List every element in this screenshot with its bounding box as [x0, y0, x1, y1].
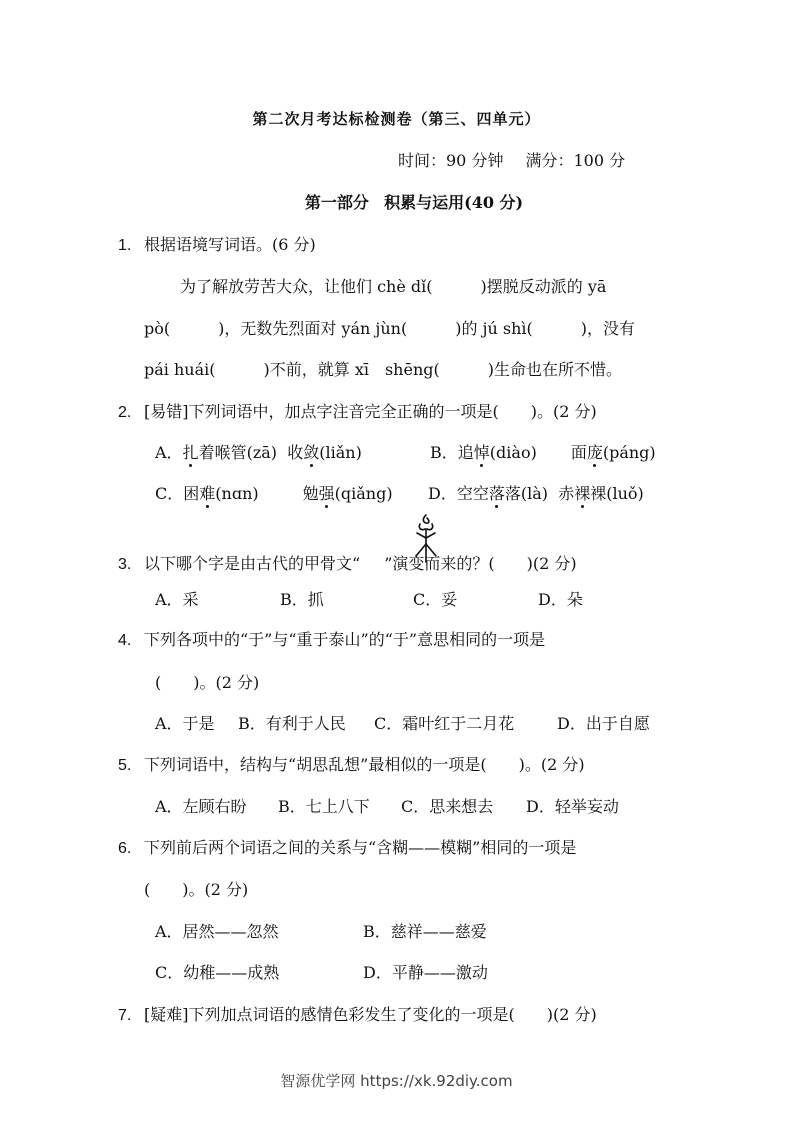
option-a: A．于是	[155, 714, 215, 733]
question-number: 3.	[118, 556, 132, 573]
q4-options	[155, 711, 650, 734]
question-number: 4.	[118, 632, 132, 649]
option-text: (qiǎng)	[334, 484, 393, 503]
option-text: 空空	[456, 484, 489, 503]
exam-score: 满分：100 分	[525, 151, 626, 170]
option-b: B．抓	[280, 590, 324, 609]
option-text: (nɑn)	[215, 484, 259, 503]
dotted-char: 难	[199, 484, 216, 503]
option-b: B．七上八下	[278, 797, 370, 816]
question-stem: 下列各项中的“于”与“重于泰山”的“于”意思相同的一项是	[144, 630, 546, 649]
dotted-char: 庞	[586, 443, 603, 462]
question-number: 5.	[118, 757, 132, 774]
question-stem: 下列前后两个词语之间的关系与“含糊——模糊”相同的一项是	[144, 838, 577, 857]
option-c: C．妥	[413, 590, 458, 609]
q4-stem-cont: ( )。(2 分)	[155, 673, 260, 692]
oracle-bone-glyph-icon	[412, 512, 440, 566]
q2-option-b	[430, 440, 656, 463]
option-a: A．居然——忽然	[155, 922, 279, 941]
question-number: 1.	[118, 237, 132, 254]
q3-options	[155, 587, 583, 610]
section-title: 积累与运用(40 分)	[384, 193, 524, 212]
option-d: D．出于自愿	[557, 714, 650, 733]
option-a: A．左顾右盼	[155, 797, 247, 816]
question-7	[118, 1002, 597, 1025]
option-text: 收	[287, 443, 304, 462]
exam-time: 时间：90 分钟	[398, 151, 504, 170]
dotted-char: 扎	[182, 443, 199, 462]
footer-watermark: 智源优学网 https://xk.92diy.com	[280, 1072, 513, 1090]
q2-option-c	[155, 481, 393, 504]
option-c: C．思来想去	[401, 797, 494, 816]
dotted-char: 强	[318, 484, 335, 503]
paper-title: 第二次月考达标检测卷（第三、四单元）	[252, 110, 541, 128]
option-text: 着喉管(zā)	[198, 443, 278, 462]
option-text: (páng)	[602, 443, 656, 462]
option-label: D．	[428, 484, 457, 503]
q6-options-cd	[155, 960, 488, 983]
exam-meta	[398, 148, 625, 171]
question-1	[118, 232, 316, 255]
question-2	[118, 399, 597, 422]
q2-option-d	[428, 481, 644, 504]
option-text: 赤	[558, 484, 575, 503]
question-number: 2.	[118, 404, 132, 421]
option-label: A．	[155, 443, 183, 462]
dotted-char: 裸	[574, 484, 591, 503]
option-text: 追	[457, 443, 474, 462]
option-c: C．霜叶红于二月花	[374, 714, 515, 733]
option-a: A．采	[155, 590, 199, 609]
question-stem: 下列词语中，结构与“胡思乱想”最相似的一项是( )。(2 分)	[144, 755, 585, 774]
section-heading	[0, 190, 793, 213]
question-4	[118, 627, 545, 650]
q6-options-ab	[155, 919, 487, 942]
question-5	[118, 752, 585, 775]
question-3	[118, 551, 577, 574]
q5-options	[155, 794, 619, 817]
question-stem: ”演变而来的？( )(2 分)	[384, 554, 577, 573]
option-label: C．	[155, 484, 184, 503]
option-text: 勉	[302, 484, 319, 503]
option-d: D．轻举妄动	[526, 797, 619, 816]
option-d: D．朵	[538, 590, 583, 609]
q1-line-2: pò( )，无数先烈面对 yán jùn( )的 jú shì( )，没有	[144, 319, 636, 338]
question-number: 7.	[118, 1007, 132, 1024]
q1-line-1: 为了解放劳苦大众，让他们 chè dǐ( )摆脱反动派的 yā	[180, 277, 607, 296]
question-stem: 根据语境写词语。(6 分)	[144, 235, 316, 254]
dotted-char: 敛	[303, 443, 320, 462]
dotted-char: 落	[488, 484, 505, 503]
option-text: 面	[570, 443, 587, 462]
option-label: B．	[430, 443, 458, 462]
option-text: 困	[183, 484, 200, 503]
question-stem: [疑难]下列加点词语的感情色彩发生了变化的一项是( )(2 分)	[144, 1005, 597, 1024]
option-c: C．幼稚——成熟	[155, 963, 280, 982]
option-text: (liǎn)	[319, 443, 362, 462]
q1-line-3: pái huái( )不前，就算 xī shēng( )生命也在所不惜。	[144, 360, 622, 379]
question-stem: [易错]下列词语中，加点字注音完全正确的一项是( )。(2 分)	[144, 402, 597, 421]
dotted-char: 悼	[473, 443, 490, 462]
question-number: 6.	[118, 840, 132, 857]
q6-stem-cont: ( )。(2 分)	[144, 880, 249, 899]
question-stem: 以下哪个字是由古代的甲骨文“	[144, 554, 361, 573]
question-6	[118, 835, 576, 858]
option-b: B．慈祥——慈爱	[363, 922, 487, 941]
option-d: D．平静——激动	[363, 963, 488, 982]
option-b: B．有利于人民	[238, 714, 346, 733]
option-text: (diào)	[489, 443, 537, 462]
option-text: 落(là)	[504, 484, 549, 503]
section-name: 第一部分	[304, 193, 369, 212]
q2-option-a	[155, 440, 362, 463]
option-text: 裸(luǒ)	[590, 484, 644, 503]
